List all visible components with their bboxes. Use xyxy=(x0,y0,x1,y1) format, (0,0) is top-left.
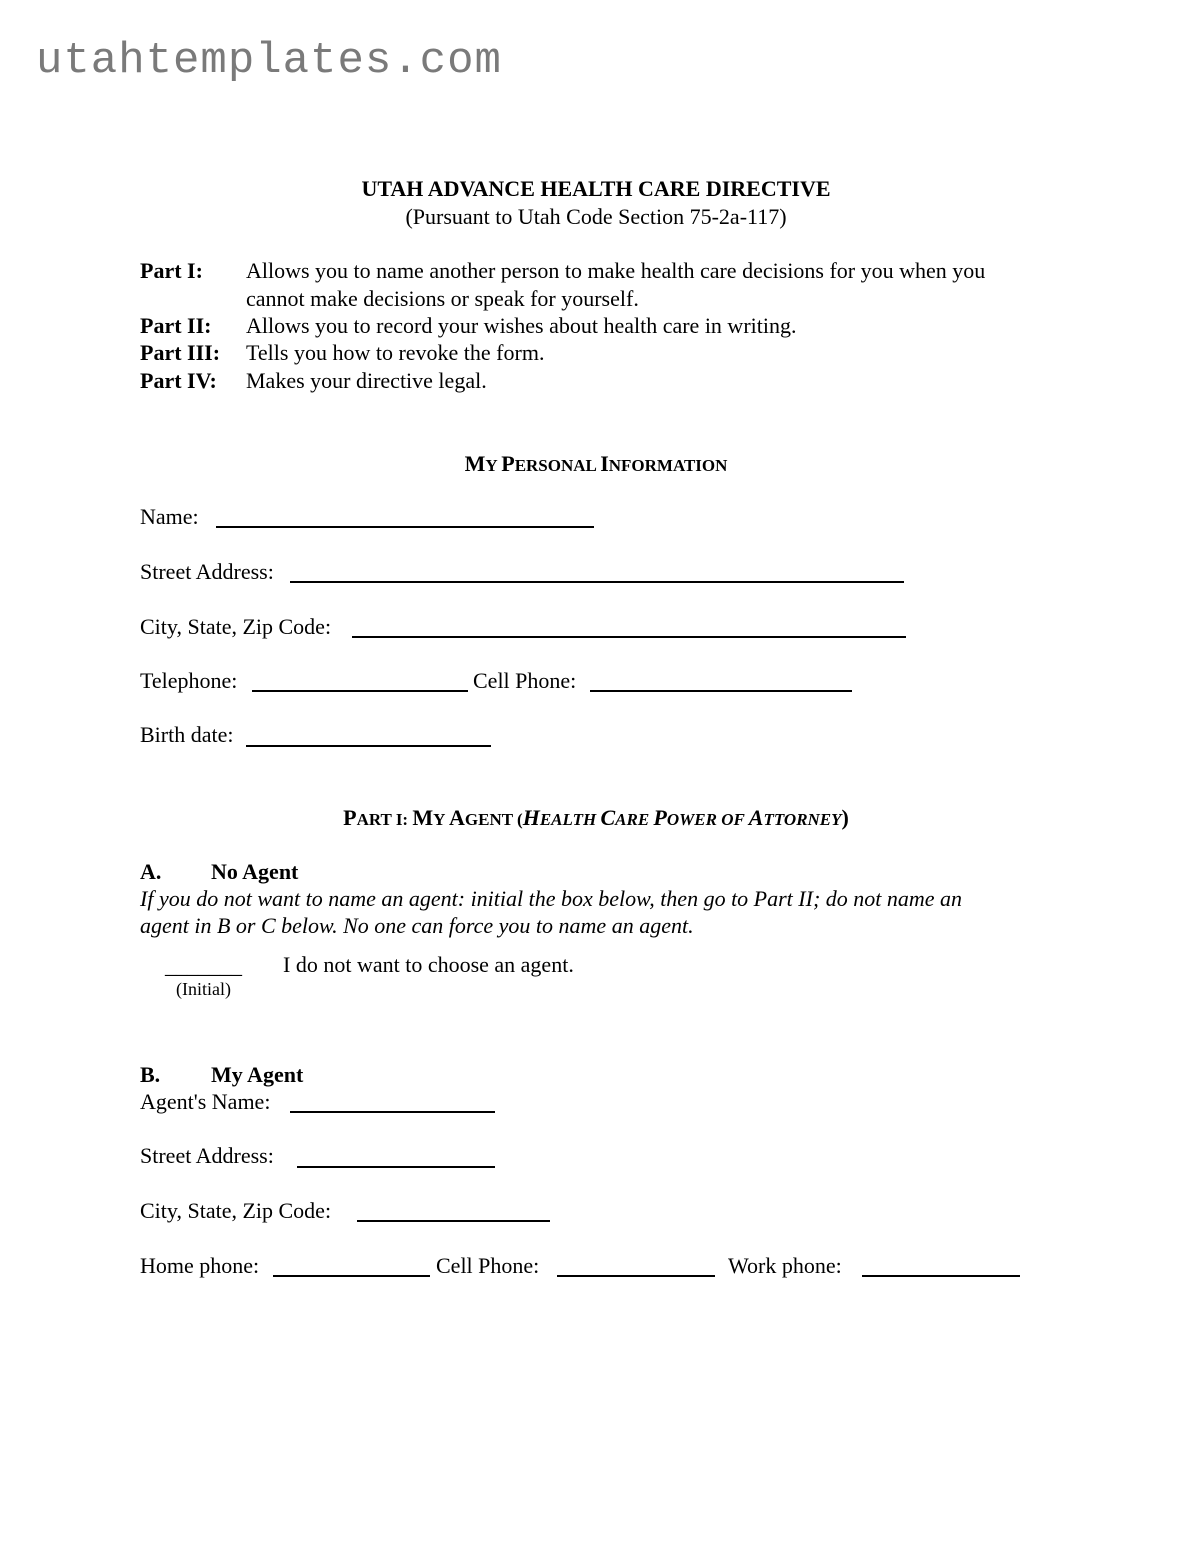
part-3-label: Part III: xyxy=(140,340,221,365)
agent-home-phone-label: Home phone: xyxy=(140,1253,260,1278)
agent-cell-phone-label: Cell Phone: xyxy=(436,1253,540,1278)
part-3-desc: Tells you how to revoke the form. xyxy=(246,340,545,365)
agent-cell-phone-field[interactable] xyxy=(557,1275,715,1277)
part-1-desc-line1: Allows you to name another person to make health care decisions for you when you xyxy=(246,258,986,283)
initial-caption: (Initial) xyxy=(176,979,231,999)
agent-work-phone-label: Work phone: xyxy=(728,1253,842,1278)
section-a-instructions-line2: agent in B or C below. No one can force you to name an agent. xyxy=(140,913,694,938)
agent-city-label: City, State, Zip Code: xyxy=(140,1198,332,1223)
section-a-letter: A. xyxy=(140,859,162,884)
part-1-desc-line2: cannot make decisions or speak for yourself. xyxy=(246,286,639,311)
part-2-desc: Allows you to record your wishes about health care in writing. xyxy=(246,313,797,338)
telephone-field[interactable] xyxy=(252,690,468,692)
part-4-label: Part IV: xyxy=(140,368,217,393)
agent-name-field[interactable] xyxy=(290,1111,495,1113)
site-watermark: utahtemplates.com xyxy=(36,36,502,86)
no-agent-statement: I do not want to choose an agent. xyxy=(283,952,574,977)
part-2-label: Part II: xyxy=(140,313,212,338)
document-title: UTAH ADVANCE HEALTH CARE DIRECTIVE xyxy=(361,176,831,201)
agent-city-field[interactable] xyxy=(357,1220,550,1222)
part-1-label: Part I: xyxy=(140,258,203,283)
section-a-title: No Agent xyxy=(211,859,299,884)
telephone-label: Telephone: xyxy=(140,668,238,693)
section-b-letter: B. xyxy=(140,1062,161,1087)
city-state-zip-field[interactable] xyxy=(352,636,906,638)
cell-phone-field[interactable] xyxy=(590,690,852,692)
agent-name-label: Agent's Name: xyxy=(140,1089,271,1114)
initial-blank[interactable]: _______ xyxy=(165,953,242,978)
part-1-heading: PART I: MY AGENT (HEALTH CARE POWER OF ATTORNEY) xyxy=(343,805,849,830)
name-label: Name: xyxy=(140,504,199,529)
street-address-field[interactable] xyxy=(290,581,904,583)
name-field[interactable] xyxy=(216,526,594,528)
agent-street-label: Street Address: xyxy=(140,1143,274,1168)
agent-street-field[interactable] xyxy=(297,1166,495,1168)
document-subtitle: (Pursuant to Utah Code Section 75-2a-117) xyxy=(405,204,787,229)
section-b-title: My Agent xyxy=(211,1062,304,1087)
cell-phone-label: Cell Phone: xyxy=(473,668,577,693)
personal-info-heading: MY PERSONAL INFORMATION xyxy=(464,451,728,476)
part-4-desc: Makes your directive legal. xyxy=(246,368,487,393)
street-address-label: Street Address: xyxy=(140,559,274,584)
city-state-zip-label: City, State, Zip Code: xyxy=(140,614,332,639)
birth-date-field[interactable] xyxy=(246,745,491,747)
agent-home-phone-field[interactable] xyxy=(273,1275,430,1277)
agent-work-phone-field[interactable] xyxy=(862,1275,1020,1277)
birth-date-label: Birth date: xyxy=(140,722,234,747)
section-a-instructions-line1: If you do not want to name an agent: initial the box below, then go to Part II; do not name an xyxy=(140,886,963,911)
